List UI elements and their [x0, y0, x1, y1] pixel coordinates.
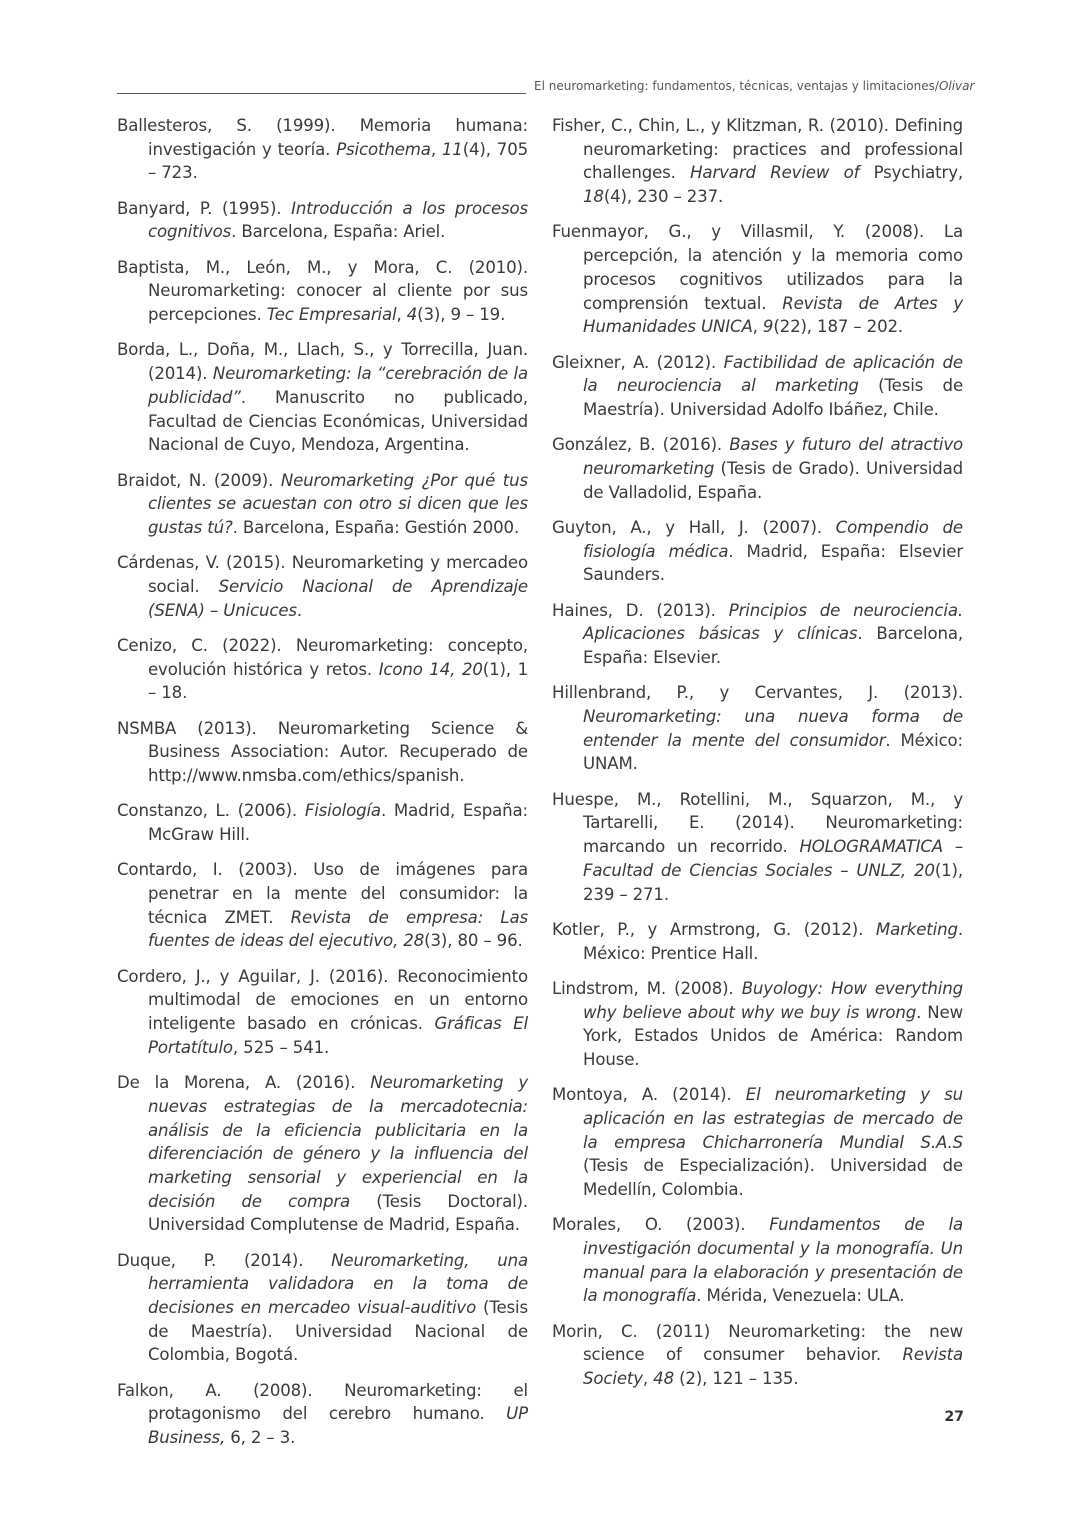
- reference-text: Cárdenas, V. (2015). Neuromarketing y mercadeo social.: [117, 553, 528, 596]
- reference-text: Morin, C. (2011) Neuromarketing: the new science of consumer behavior.: [552, 1321, 963, 1365]
- reference-entry: [117, 114, 528, 185]
- reference-italic-text: Compendio de fisiología médica: [583, 517, 963, 561]
- header-title: El neuromarketing: fundamentos, técnicas, ventajas y limitaciones/: [534, 79, 939, 93]
- reference-text: . Madrid, España: McGraw Hill.: [148, 801, 528, 845]
- page-number: 27: [944, 1409, 964, 1425]
- reference-entry: [117, 551, 528, 622]
- reference-text: Duque, P. (2014).: [117, 1250, 332, 1270]
- reference-italic-text: Revista Society: [583, 1345, 963, 1389]
- reference-text: . Madrid, España: Elsevier Saunders.: [583, 541, 963, 585]
- reference-text: (1), 239 – 271.: [583, 860, 963, 904]
- reference-text: (1), 1 – 18.: [148, 659, 528, 703]
- reference-italic-text: Icono 14, 20: [378, 659, 483, 679]
- reference-text: (2), 121 – 135.: [673, 1369, 799, 1389]
- reference-italic-text: 48: [653, 1369, 674, 1389]
- reference-italic-text: Gráficas El Portatítulo: [148, 1014, 528, 1057]
- reference-text: (Tesis de Maestría). Universidad Nacional de Colombia, Bogotá.: [148, 1298, 529, 1365]
- reference-text: (4), 230 – 237.: [603, 187, 724, 207]
- reference-text: (Tesis de Especialización). Universidad de Medellín, Colombia.: [583, 1156, 963, 1200]
- reference-italic-text: Marketing: [875, 919, 958, 939]
- reference-text: NSMBA (2013). Neuromarketing Science & Business Association: Autor. Recuperado de http://www.nmsba.com/ethics/spanish.: [117, 718, 528, 786]
- references-right-column: [552, 114, 963, 1402]
- reference-text: Haines, D. (2013).: [552, 600, 729, 620]
- reference-entry: [117, 338, 528, 457]
- reference-text: (3), 80 – 96.: [424, 931, 523, 951]
- reference-text: .: [296, 600, 303, 620]
- reference-text: Braidot, N. (2009).: [117, 470, 281, 490]
- reference-entry: [117, 469, 528, 540]
- reference-text: Banyard, P. (1995).: [117, 198, 292, 218]
- reference-italic-text: Fisiología: [304, 801, 381, 821]
- reference-italic-text: Bases y futuro del atractivo neuromarketing: [583, 435, 964, 478]
- reference-entry: [117, 1249, 528, 1368]
- reference-text: Psychiatry,: [859, 163, 963, 183]
- reference-text: Morales, O. (2003).: [552, 1215, 770, 1235]
- reference-text: (Tesis Doctoral). Universidad Complutense de Madrid, España.: [148, 1191, 528, 1235]
- reference-text: . México: Prentice Hall.: [583, 919, 963, 963]
- reference-entry: [552, 977, 963, 1072]
- reference-italic-text: Revista de Artes y Humanidades UNICA: [583, 293, 963, 337]
- reference-text: . New York, Estados Unidos de América: Random House.: [583, 1002, 963, 1069]
- reference-entry: [552, 681, 963, 776]
- reference-italic-text: Revista de empresa: Las fuentes de ideas del ejecutivo, 28: [148, 907, 528, 951]
- reference-entry: [117, 634, 528, 705]
- references-left-column: [117, 114, 528, 1461]
- reference-italic-text: Principios de neurociencia. Aplicaciones básicas y clínicas: [583, 600, 963, 644]
- reference-entry: [117, 717, 528, 788]
- reference-text: (3), 9 – 19.: [417, 305, 506, 325]
- reference-italic-text: Introducción a los procesos cognitivos: [148, 198, 528, 242]
- reference-text: De la Morena, A. (2016).: [117, 1073, 371, 1093]
- reference-text: Constanzo, L. (2006).: [117, 801, 305, 821]
- reference-italic-text: Neuromarketing, una herramienta validadora en la toma de decisiones en mercadeo visual-auditivo: [148, 1250, 528, 1318]
- reference-entry: [117, 1071, 528, 1237]
- reference-italic-text: El neuromarketing y su aplicación en las estrategias de mercado de la empresa Chicharronería Mundial S.A.S: [583, 1085, 963, 1152]
- reference-italic-text: Servicio Nacional de Aprendizaje (SENA) – Unicuces: [148, 576, 528, 620]
- reference-italic-text: 11: [441, 139, 463, 159]
- reference-text: Kotler, P., y Armstrong, G. (2012).: [552, 919, 876, 939]
- reference-text: 6, 2 – 3.: [225, 1428, 296, 1448]
- reference-italic-text: Neuromarketing y nuevas estrategias de la mercadotecnia: análisis de la eficiencia publicitaria en la diferenciación de género y la influencia del marketing sensorial y experiencial en la decisión de compra: [148, 1073, 528, 1211]
- reference-entry: [117, 799, 528, 846]
- reference-italic-text: HOLOGRAMATICA – Facultad de Ciencias Sociales – UNLZ, 20: [583, 837, 963, 880]
- reference-text: Cordero, J., y Aguilar, J. (2016). Reconocimiento multimodal de emociones en un entorno inteligente basado en crónicas.: [117, 966, 528, 1034]
- reference-entry: [552, 599, 963, 670]
- reference-text: Borda, L., Doña, M., Llach, S., y Torrecilla, Juan. (2014).: [117, 340, 528, 384]
- reference-italic-text: 9: [762, 317, 774, 337]
- reference-text: . Mérida, Venezuela: ULA.: [696, 1286, 905, 1306]
- reference-entry: [552, 516, 963, 587]
- reference-text: Lindstrom, M. (2008).: [552, 978, 742, 998]
- reference-entry: [117, 858, 528, 953]
- reference-text: . Barcelona, España: Gestión 2000.: [232, 517, 520, 537]
- reference-italic-text: Psicothema: [336, 139, 431, 159]
- reference-italic-text: 18: [583, 187, 604, 207]
- reference-entry: [117, 256, 528, 327]
- reference-text: . Barcelona, España: Elsevier.: [583, 624, 963, 668]
- reference-text: Montoya, A. (2014).: [552, 1085, 746, 1105]
- reference-text: Fuenmayor, G., y Villasmil, Y. (2008). La percepción, la atención y la memoria como procesos cognitivos utilizados para la comprensión textual.: [552, 222, 963, 313]
- reference-text: González, B. (2016).: [552, 435, 730, 455]
- reference-text: . Manuscrito no publicado, Facultad de Ciencias Económicas, Universidad Nacional de Cuyo, Mendoza, Argentina.: [148, 387, 528, 455]
- reference-text: ,: [430, 139, 442, 159]
- reference-italic-text: Factibilidad de aplicación de la neurociencia al marketing: [583, 352, 963, 396]
- header-author: Olivar: [938, 79, 975, 93]
- reference-text: (4), 705 – 723.: [148, 139, 529, 183]
- reference-text: ,: [752, 317, 763, 337]
- reference-text: (Tesis de Grado). Universidad de Valladolid, España.: [583, 458, 963, 502]
- reference-text: Hillenbrand, P., y Cervantes, J. (2013).: [552, 683, 963, 703]
- header-rule: [117, 93, 526, 94]
- reference-text: Ballesteros, S. (1999). Memoria humana: investigación y teoría.: [117, 116, 528, 159]
- reference-text: , 525 – 541.: [232, 1037, 330, 1057]
- reference-text: Gleixner, A. (2012).: [552, 352, 724, 372]
- reference-text: Falkon, A. (2008). Neuromarketing: el protagonismo del cerebro humano.: [117, 1380, 528, 1424]
- reference-entry: [552, 114, 963, 209]
- reference-entry: [552, 788, 963, 907]
- running-header: [534, 78, 975, 94]
- reference-italic-text: UP Business,: [148, 1404, 528, 1448]
- reference-text: . Barcelona, España: Ariel.: [231, 222, 446, 242]
- reference-text: ,: [396, 305, 407, 325]
- reference-entry: [552, 220, 963, 339]
- reference-italic-text: Fundamentos de la investigación documental y la monografía. Un manual para la elaboración y presentación de la monografía: [583, 1215, 964, 1306]
- reference-entry: [552, 918, 963, 965]
- reference-entry: [552, 1320, 963, 1391]
- reference-text: Baptista, M., León, M., y Mora, C. (2010). Neuromarketing: conocer al cliente por sus percepciones.: [117, 257, 528, 325]
- reference-italic-text: Harvard Review of: [690, 163, 860, 183]
- reference-italic-text: Neuromarketing: la “cerebración de la publicidad”: [148, 364, 528, 407]
- reference-text: (Tesis de Maestría). Universidad Adolfo Ibáñez, Chile.: [583, 376, 963, 419]
- reference-text: Guyton, A., y Hall, J. (2007).: [552, 517, 836, 537]
- reference-text: (22), 187 – 202.: [773, 317, 904, 337]
- reference-entry: [552, 1083, 963, 1202]
- reference-text: . México: UNAM.: [583, 730, 963, 774]
- reference-italic-text: Neuromarketing: una nueva forma de entender la mente del consumidor: [583, 707, 963, 750]
- reference-entry: [117, 1379, 528, 1450]
- reference-text: Huespe, M., Rotellini, M., Squarzon, M., y Tartarelli, E. (2014). Neuromarketing: marcando un recorrido.: [552, 789, 963, 857]
- reference-italic-text: Neuromarketing ¿Por qué tus clientes se acuestan con otro si dicen que les gustas tú?: [148, 470, 529, 537]
- reference-entry: [552, 1213, 963, 1308]
- reference-text: Contardo, I. (2003). Uso de imágenes para penetrar en la mente del consumidor: la técnica ZMET.: [117, 860, 528, 927]
- reference-entry: [117, 965, 528, 1060]
- reference-entry: [552, 351, 963, 422]
- reference-entry: [117, 197, 528, 244]
- reference-italic-text: Buyology: How everything why believe about why we buy is wrong: [583, 978, 963, 1022]
- reference-entry: [552, 433, 963, 504]
- reference-italic-text: Tec Empresarial: [266, 305, 397, 325]
- reference-text: Fisher, C., Chin, L., y Klitzman, R. (2010). Defining neuromarketing: practices and professional challenges.: [552, 116, 963, 183]
- reference-text: ,: [642, 1369, 654, 1389]
- reference-text: Cenizo, C. (2022). Neuromarketing: concepto, evolución histórica y retos.: [117, 635, 528, 679]
- reference-italic-text: 4: [406, 305, 418, 325]
